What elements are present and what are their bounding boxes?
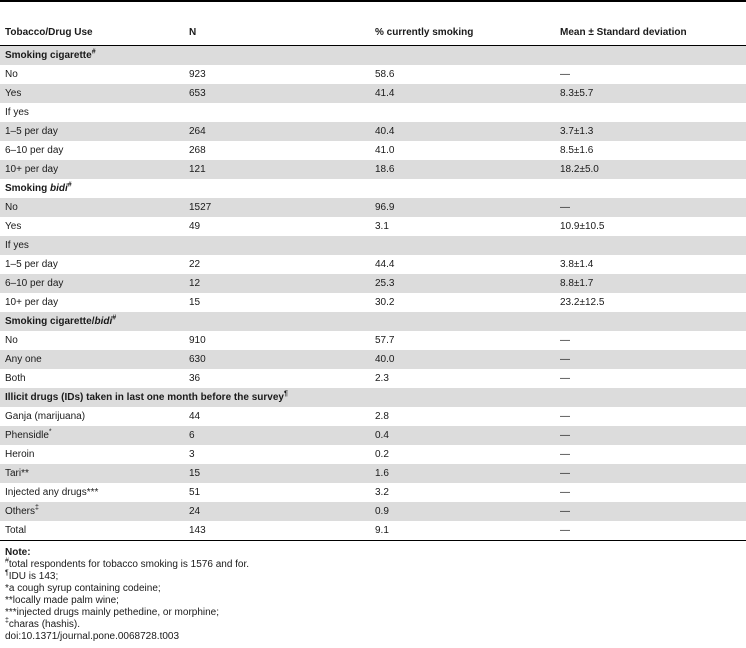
cell-n: 51 (189, 487, 201, 498)
cell-mean (555, 103, 746, 122)
table-row (0, 236, 746, 255)
cell-pct: 40.0 (370, 350, 555, 369)
cell-n: 36 (189, 373, 201, 384)
tobacco-drug-use-table (0, 20, 746, 541)
header-tobacco-drug-use: Tobacco/Drug Use (0, 20, 184, 46)
note-line (5, 619, 249, 631)
cell-pct: 0.4 (370, 426, 555, 445)
cell-pct: 3.1 (375, 221, 389, 232)
table-row (0, 483, 746, 502)
cell-mean: — (560, 335, 570, 346)
cell-pct (370, 46, 555, 66)
row-label-text: If yes (5, 240, 29, 251)
note-text: total respondents for tobacco smoking is 1576 and for. (8, 559, 250, 570)
cell-n (184, 46, 370, 66)
table-row (0, 369, 746, 388)
row-label-text: Heroin (5, 449, 35, 460)
cell-n: 268 (189, 145, 206, 156)
cell-mean: — (560, 487, 570, 498)
cell-mean (555, 46, 746, 66)
table-row (0, 464, 746, 483)
row-label (0, 65, 184, 84)
cell-mean (555, 312, 746, 331)
section-row (0, 179, 746, 198)
cell-pct: 30.2 (375, 297, 395, 308)
row-label (0, 502, 184, 521)
note-marker: # (5, 557, 9, 565)
cell-n: 1527 (184, 198, 370, 217)
row-label (0, 141, 184, 160)
cell-pct: 1.6 (370, 464, 555, 483)
cell-mean: 8.3±5.7 (555, 84, 746, 103)
note-line (5, 583, 249, 595)
cell-pct: 44.4 (375, 259, 395, 270)
cell-pct: 0.2 (375, 449, 389, 460)
row-label (0, 198, 184, 217)
note-text: ***injected drugs mainly pethedine, or morphine; (5, 607, 220, 618)
cell-mean: 18.2±5.0 (555, 160, 746, 179)
cell-n: 264 (184, 122, 370, 141)
note-line (5, 631, 249, 643)
cell-n (184, 103, 370, 122)
table-row (0, 103, 746, 122)
table-row (0, 350, 746, 369)
row-label-text: Smoking (5, 183, 51, 194)
row-label (0, 388, 288, 407)
cell-mean: — (555, 198, 746, 217)
cell-mean (555, 236, 746, 255)
cell-mean: — (560, 411, 570, 422)
cell-n: 6 (184, 426, 370, 445)
notes-heading: Note: (5, 547, 31, 558)
cell-mean: — (555, 350, 746, 369)
row-label-text: Tari** (5, 468, 29, 479)
row-label-text: 6–10 per day (5, 278, 64, 289)
table-row (0, 407, 746, 426)
row-label (0, 103, 184, 122)
row-label-text: No (5, 335, 18, 346)
table-row (0, 445, 746, 464)
header-row (0, 20, 746, 46)
note-text: charas (hashis). (8, 619, 81, 630)
table-body (0, 46, 746, 541)
row-label (0, 160, 184, 179)
row-label-text: 1–5 per day (5, 259, 58, 270)
cell-pct (370, 236, 555, 255)
table-row (0, 217, 746, 236)
cell-pct (370, 103, 555, 122)
footnote-marker: # (67, 181, 72, 189)
cell-mean (555, 388, 746, 407)
row-label-text: Total (5, 525, 27, 536)
row-label-text: Any one (5, 354, 42, 365)
cell-n: 143 (184, 521, 370, 541)
row-label-italic: bidi (50, 183, 68, 194)
row-label-text: No (5, 202, 18, 213)
row-label-text: Ganja (marijuana) (5, 411, 86, 422)
cell-pct: 3.2 (375, 487, 389, 498)
cell-n: 923 (189, 69, 206, 80)
row-label-text: Others (5, 506, 36, 517)
row-label-text: 10+ per day (5, 297, 59, 308)
cell-pct: 2.3 (375, 373, 389, 384)
section-row (0, 46, 746, 66)
row-label (0, 445, 184, 464)
note-text: doi:10.1371/journal.pone.0068728.t003 (5, 631, 180, 642)
row-label-text: If yes (5, 107, 29, 118)
row-label-text: Smoking cigarette (5, 50, 92, 61)
cell-pct: 9.1 (370, 521, 555, 541)
notes-lines (5, 559, 249, 643)
row-label-text: Injected any drugs*** (5, 487, 99, 498)
cell-pct (370, 388, 555, 407)
row-label-text: Illicit drugs (IDs) taken in last one month before the survey (5, 392, 284, 403)
cell-n (184, 179, 370, 198)
table-row (0, 65, 746, 84)
cell-pct: 41.4 (370, 84, 555, 103)
row-label (0, 312, 184, 331)
note-marker: ‡ (5, 617, 9, 625)
table-row (0, 274, 746, 293)
cell-pct: 18.6 (370, 160, 555, 179)
row-label (0, 293, 184, 312)
cell-pct: 2.8 (375, 411, 389, 422)
cell-n: 15 (184, 464, 370, 483)
cell-n: 24 (184, 502, 370, 521)
cell-pct (370, 179, 555, 198)
cell-mean: 10.9±10.5 (560, 221, 605, 232)
table-notes (5, 547, 249, 643)
table-row (0, 198, 746, 217)
cell-mean: — (555, 464, 746, 483)
cell-n: 121 (184, 160, 370, 179)
cell-n: 630 (184, 350, 370, 369)
cell-mean: — (555, 426, 746, 445)
cell-mean: — (560, 69, 570, 80)
top-rule (0, 0, 746, 2)
cell-mean: — (560, 449, 570, 460)
cell-pct: 96.9 (370, 198, 555, 217)
row-label (0, 407, 184, 426)
footnote-marker: ‡ (35, 504, 39, 512)
cell-n: 12 (184, 274, 370, 293)
row-label-text: 1–5 per day (5, 126, 58, 137)
footnote-marker: # (112, 314, 117, 322)
row-label (0, 46, 184, 66)
cell-n (184, 312, 370, 331)
row-label (0, 179, 184, 198)
cell-mean: 23.2±12.5 (560, 297, 605, 308)
row-label (0, 464, 184, 483)
cell-n: 22 (189, 259, 201, 270)
table-row (0, 331, 746, 350)
cell-n: 3 (189, 449, 195, 460)
row-label (0, 122, 184, 141)
cell-mean: — (560, 373, 570, 384)
cell-pct: 40.4 (370, 122, 555, 141)
row-label (0, 483, 184, 502)
cell-n: 49 (189, 221, 201, 232)
footnote-marker: ¶ (283, 390, 288, 398)
section-row (0, 388, 746, 407)
cell-n: 44 (189, 411, 201, 422)
row-label-text: Yes (5, 88, 22, 99)
cell-n (184, 236, 370, 255)
row-label (0, 217, 184, 236)
section-row (0, 312, 746, 331)
table-row (0, 122, 746, 141)
row-label-italic: bidi (94, 316, 113, 327)
cell-mean: 3.7±1.3 (555, 122, 746, 141)
table-row (0, 293, 746, 312)
cell-pct: 58.6 (375, 69, 395, 80)
row-label-text: Smoking cigarette/ (5, 316, 95, 327)
note-marker: ¶ (5, 569, 9, 577)
row-label-text: Both (5, 373, 26, 384)
footnote-marker: * (48, 428, 52, 436)
note-text: *a cough syrup containing codeine; (5, 583, 161, 594)
row-label-text: 6–10 per day (5, 145, 64, 156)
cell-mean: 8.5±1.6 (560, 145, 594, 156)
note-line (5, 571, 249, 583)
table-row (0, 84, 746, 103)
note-text: IDU is 143; (8, 571, 59, 582)
row-label (0, 84, 184, 103)
data-table-container (0, 20, 746, 541)
cell-n: 653 (184, 84, 370, 103)
cell-n: 15 (189, 297, 201, 308)
row-label-text: Yes (5, 221, 22, 232)
row-label (0, 331, 184, 350)
cell-pct (370, 312, 555, 331)
row-label (0, 255, 184, 274)
cell-n: 910 (189, 335, 206, 346)
table-row (0, 255, 746, 274)
cell-mean: — (555, 521, 746, 541)
cell-pct: 57.7 (375, 335, 395, 346)
cell-mean (555, 179, 746, 198)
header-pct-currently-smoking: % currently smoking (370, 20, 555, 46)
cell-mean: — (555, 502, 746, 521)
header-mean-sd: Mean ± Standard deviation (555, 20, 746, 46)
row-label (0, 521, 184, 541)
table-row (0, 160, 746, 179)
table-row (0, 426, 746, 445)
cell-mean: 3.8±1.4 (560, 259, 594, 270)
cell-pct: 41.0 (375, 145, 395, 156)
note-line (5, 595, 249, 607)
row-label-text: 10+ per day (5, 164, 59, 175)
footnote-marker: # (91, 48, 96, 56)
table-row (0, 502, 746, 521)
cell-mean: 8.8±1.7 (555, 274, 746, 293)
note-line (5, 607, 249, 619)
cell-pct: 0.9 (370, 502, 555, 521)
table-row (0, 141, 746, 160)
row-label (0, 369, 184, 388)
note-line (5, 559, 249, 571)
row-label (0, 350, 184, 369)
row-label-text: Phensidle (5, 430, 49, 441)
cell-pct: 25.3 (370, 274, 555, 293)
note-text: **locally made palm wine; (5, 595, 119, 606)
row-label-text: No (5, 69, 18, 80)
row-label (0, 236, 184, 255)
header-n: N (184, 20, 370, 46)
row-label (0, 426, 184, 445)
table-row (0, 521, 746, 541)
row-label (0, 274, 184, 293)
